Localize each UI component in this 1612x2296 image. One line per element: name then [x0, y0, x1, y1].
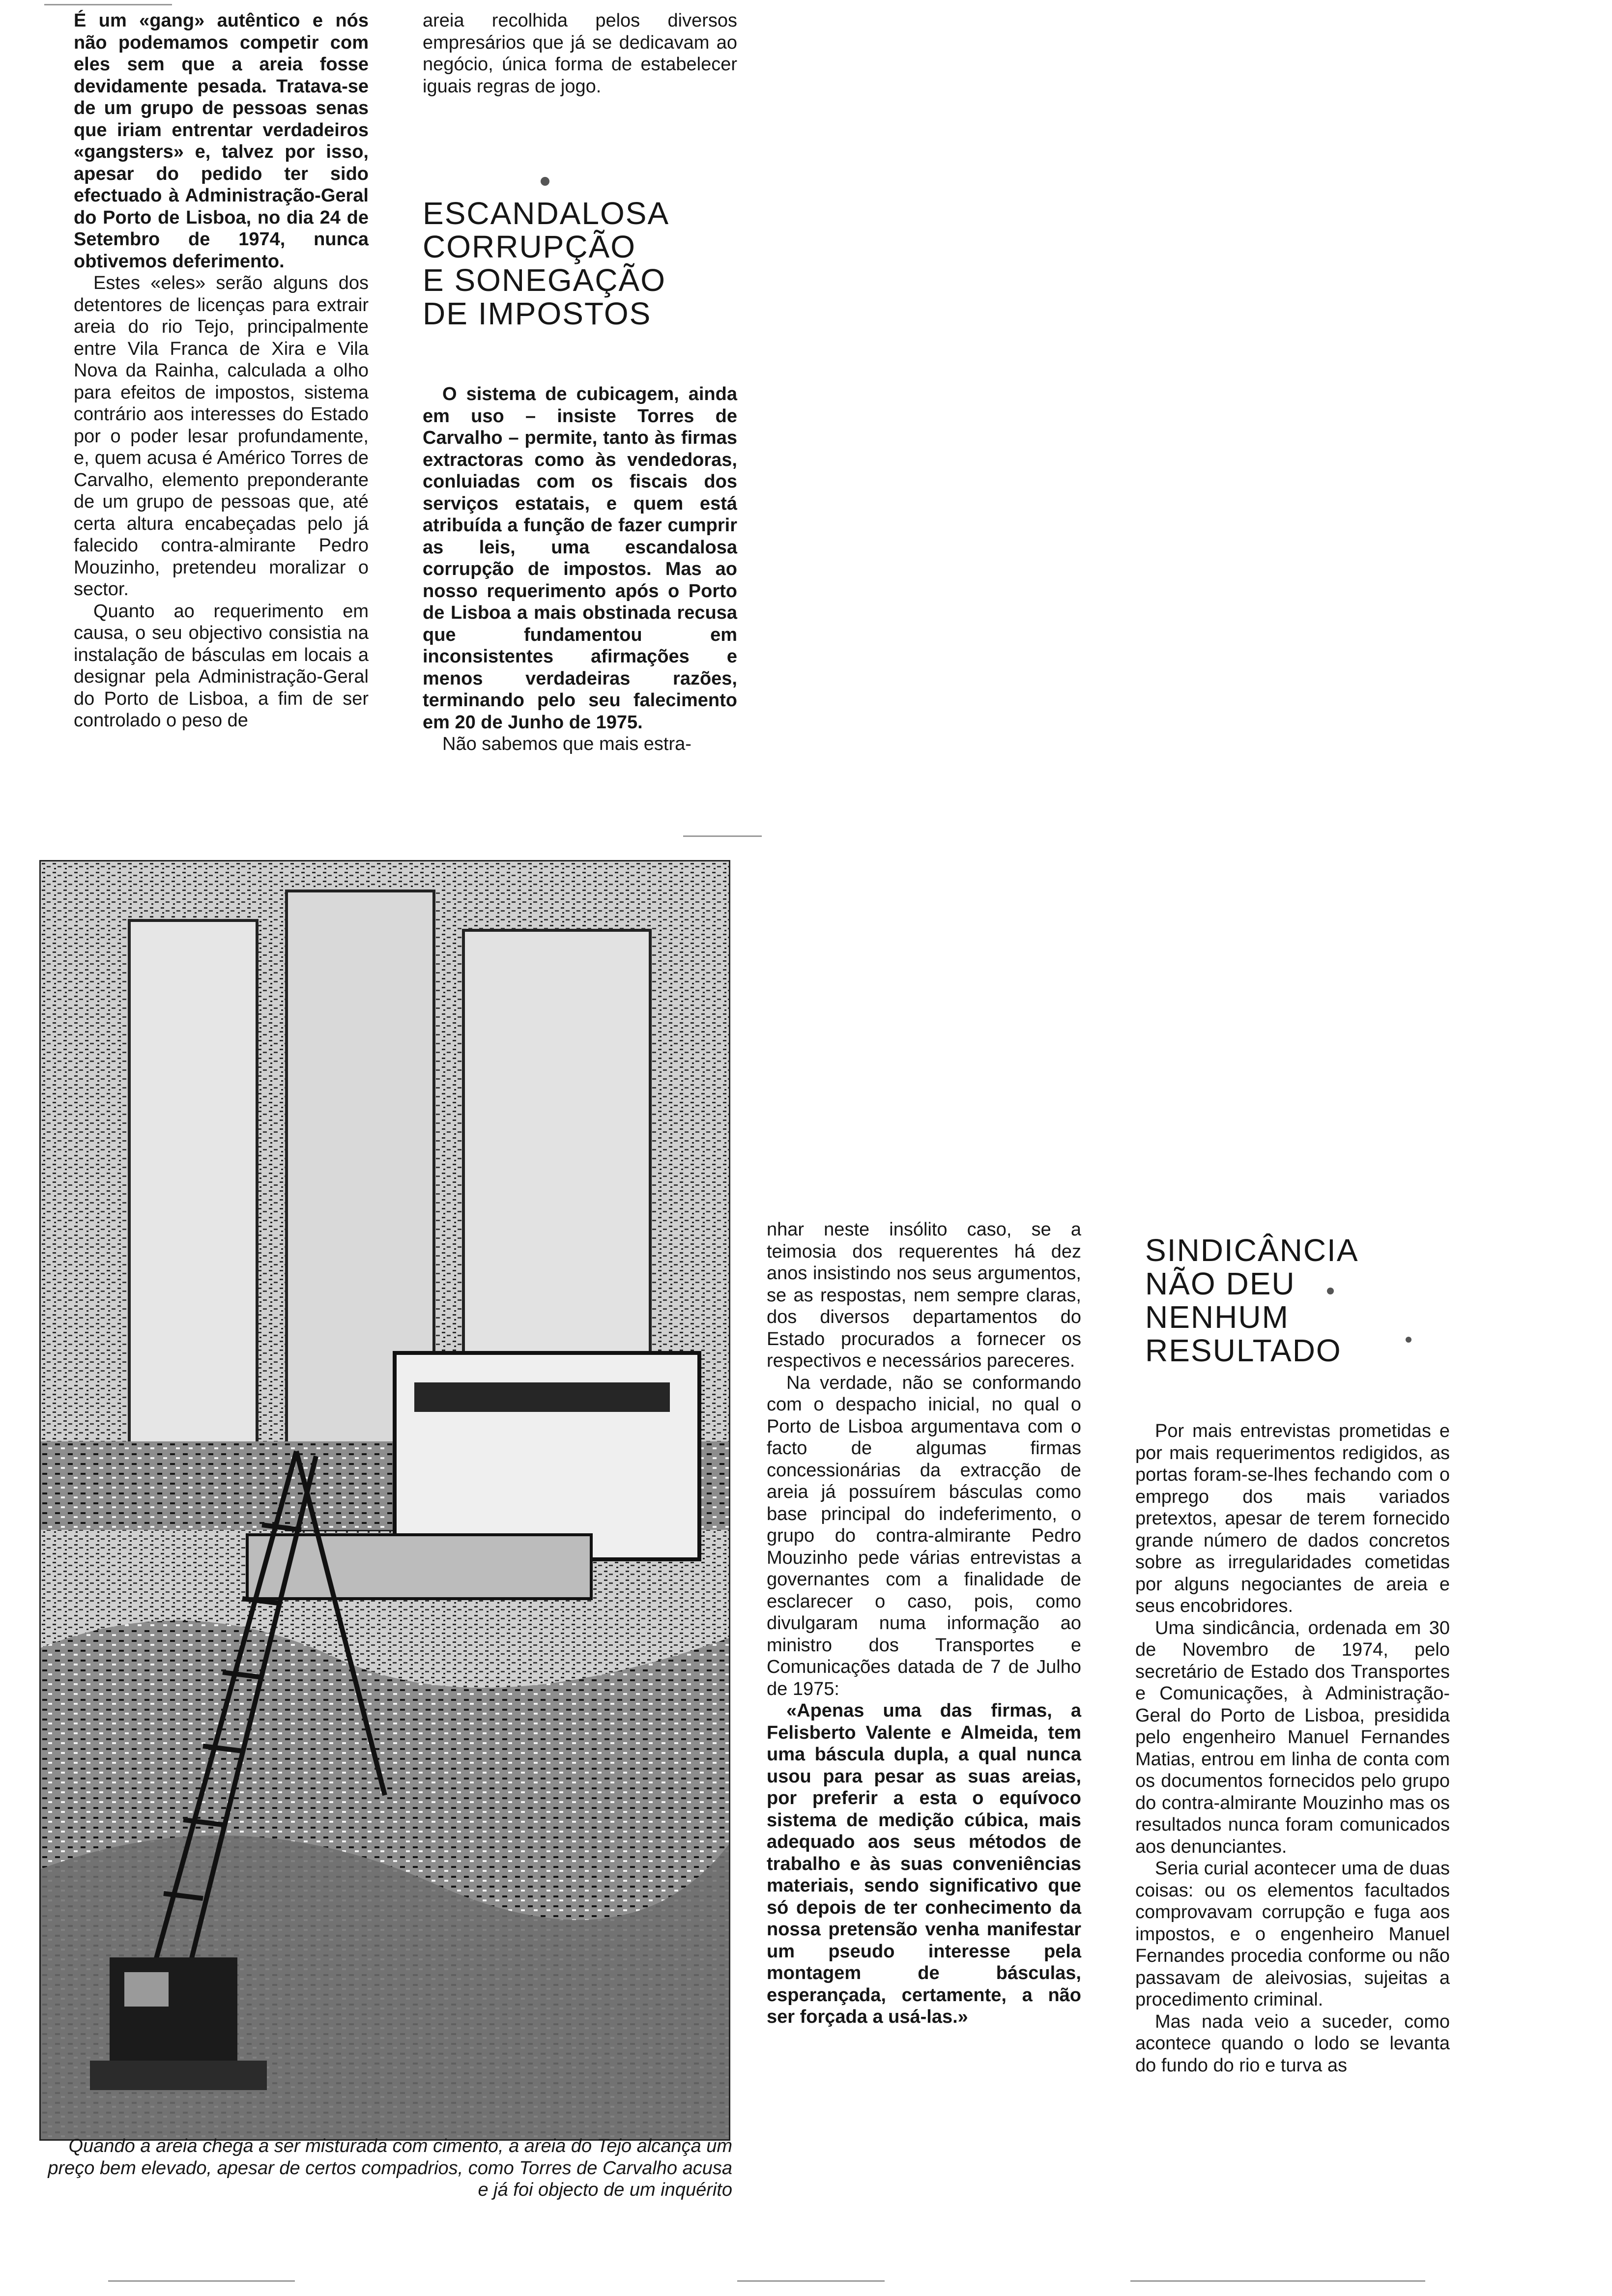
col2-paragraph-2: Não sabemos que mais estra-: [442, 734, 691, 754]
article-column-2: [423, 383, 737, 755]
subheading-line: CORRUPÇÃO: [423, 229, 636, 264]
col1-paragraph-1: É um «gang» autêntico e nós não podemamos competir com eles sem que a areia fosse devidamente pesada. Tratava-se de um grupo de pessoas senas que iriam entrentar verdadeiros «gangsters» e, talvez por isso, apesar do pedido ter sido efectuado à Administração-Geral do Porto de Lisboa, no dia 24 de Setembro de 1974, nunca obtivemos deferimento.: [74, 10, 369, 272]
subheading-line: NÃO DEU: [1145, 1266, 1295, 1301]
col1-paragraph-3: Quanto ao requerimento em causa, o seu objectivo consistia na instalação de básculas em locais a designar pela Administração-Geral do Porto de Lisboa, a fim de ser controlado o peso de: [74, 601, 369, 731]
col3-paragraph-3: «Apenas uma das firmas, a Felisberto Valente e Almeida, tem uma báscula dupla, a qual nunca usou para pesar as suas areias, por preferir a esta o equívoco sistema de medição cúbica, mais adequado aos seus métodos de trabalho e às suas conveniências materiais, sendo significativo que só depois de ter conhecimento da nossa pretensão venha manifestar um pseudo interesse pela montagem de básculas, esperançada, certamente, a não ser forçada a usá-las.»: [767, 1700, 1081, 2027]
subheading-line: E SONEGAÇÃO: [423, 262, 666, 298]
scan-rule-bottom-right: [1130, 2280, 1425, 2282]
caption-text: Quando a areia chega a ser misturada com cimento, a areia do Tejo alcança um preço bem elevado, apesar de certos compadrios, como Torres de Carvalho acusa e já foi objecto de um inquérito: [48, 2136, 732, 2200]
col1-paragraph-2: Estes «eles» serão alguns dos detentores de licenças para extrair areia do rio Tejo, principalmente entre Vila Franca de Xira e Vila Nova da Rainha, calculada a olho para efeitos de impostos, sistema contrário aos interesses do Estado por o poder lesar profundamente, e, quem acusa é Américo Torres de Carvalho, elemento preponderante de um grupo de pessoas que, até certa altura encabeçadas pelo já falecido contra-almirante Pedro Mouzinho, pretendeu moralizar o sector.: [74, 273, 369, 600]
col2-intro: areia recolhida pelos diversos empresários que já se dedicavam ao negócio, única forma de estabelecer iguais regras de jogo.: [423, 10, 737, 97]
col3-paragraph-1: nhar neste insólito caso, se a teimosia dos requerentes há dez anos insistindo nos seus argumentos, se as respostas, nem sempre claras, dos diversos departamentos do Estado procurados a fornecer os respectivos e necessários pareceres.: [767, 1219, 1081, 1371]
article-column-2-intro: [423, 10, 737, 97]
subheading-sindicancia: [1145, 1234, 1440, 1367]
subheading-line: NENHUM: [1145, 1299, 1289, 1335]
scan-speck: [541, 177, 549, 186]
scan-rule-side: [683, 835, 762, 837]
scan-rule-bottom-mid: [737, 2280, 885, 2282]
article-column-1: [74, 10, 369, 732]
col4-paragraph-2: Uma sindicância, ordenada em 30 de Novembro de 1974, pelo secretário de Estado dos Transportes e Comunicações, à Administração-Geral do Porto de Lisboa, presidida pelo engenheiro Manuel Fernandes Matias, entrou em linha de conta com os documentos fornecidos pelo grupo do contra-almirante Mouzinho mas os resultados nunca foram comunicados aos denunciantes.: [1135, 1617, 1450, 1857]
col3-paragraph-2: Na verdade, não se conformando com o despacho inicial, no qual o Porto de Lisboa argumentava com o facto de algumas firmas concessionárias da extracção de areia já possuírem básculas como base principal do indeferimento, o grupo do contra-almirante Pedro Mouzinho pede várias entrevistas a governantes com a finalidade de esclarecer o caso, pois, como divulgaram numa informação ao ministro dos Transportes e Comunicações datada de 7 de Julho de 1975:: [767, 1372, 1081, 1699]
subheading-escandalosa: [423, 197, 737, 330]
article-column-3: [767, 1219, 1081, 2028]
col4-paragraph-3: Seria curial acontecer uma de duas coisas: ou os elementos facultados comprovavam corrupção e fuga aos impostos, e o engenheiro Manuel Fernandes procedia conforme ou não passavam de aleivosias, sujeitas a procedimento criminal.: [1135, 1858, 1450, 2010]
col4-paragraph-4: Mas nada veio a suceder, como acontece quando o lodo se levanta do fundo do rio e turva as: [1135, 2011, 1450, 2076]
photo-caption: [39, 2135, 732, 2201]
scan-rule-top: [44, 4, 172, 5]
col4-paragraph-1: Por mais entrevistas prometidas e por mais requerimentos redigidos, as portas foram-se-lhes fechando com o emprego dos mais variados pretextos, apesar de terem fornecido grande número de dados concretos sobre as irregularidades cometidas por alguns negociantes de areia e seus encobridores.: [1135, 1421, 1450, 1616]
subheading-line: RESULTADO: [1145, 1333, 1342, 1368]
subheading-line: ESCANDALOSA: [423, 196, 670, 231]
photo-sand-extraction-crane: [39, 860, 730, 2141]
scan-rule-bottom-left: [108, 2280, 295, 2282]
col2-paragraph-1: O sistema de cubicagem, ainda em uso – insiste Torres de Carvalho – permite, tanto às firmas extractoras como às vendedoras, conluiadas com os fiscais dos serviços estatais, e quem está atribuída a função de fazer cumprir as leis, uma escandalosa corrupção de impostos. Mas ao nosso requerimento após o Porto de Lisboa a mais obstinada recusa que fundamentou em inconsistentes afirmações e menos verdadeiras razões, terminando pelo seu falecimento em 20 de Junho de 1975.: [423, 384, 737, 733]
photo-illustration: [41, 861, 729, 2139]
subheading-line: DE IMPOSTOS: [423, 296, 652, 331]
article-column-4: [1135, 1420, 1450, 2076]
subheading-line: SINDICÂNCIA: [1145, 1233, 1359, 1268]
